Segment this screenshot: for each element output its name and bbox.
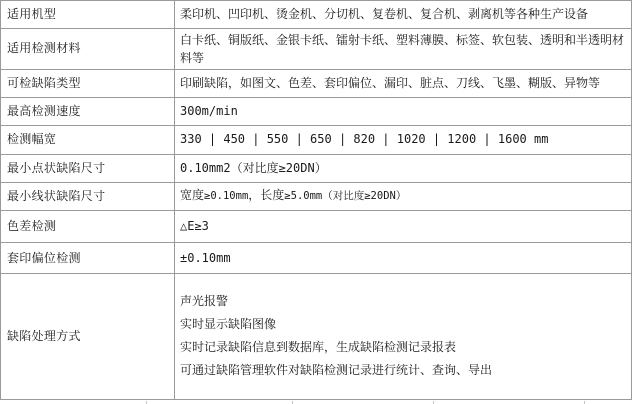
value-part: ，长度 bbox=[248, 188, 285, 203]
table-row bbox=[1, 97, 632, 125]
row-label: 最小线状缺陷尺寸 bbox=[1, 182, 175, 210]
row-value: 白卡纸、铜版纸、金银卡纸、镭射卡纸、塑料薄膜、标签、软包装、透明和半透明材料等 bbox=[175, 29, 632, 69]
row-label: 套印偏位检测 bbox=[1, 243, 175, 273]
row-label: 适用机型 bbox=[1, 1, 175, 29]
value-line: 实时显示缺陷图像 bbox=[180, 317, 277, 332]
table-row bbox=[1, 182, 632, 210]
row-label: 检测幅宽 bbox=[1, 126, 175, 154]
row-value: ±0.10mm bbox=[175, 243, 632, 273]
table-row bbox=[1, 126, 632, 154]
table-row bbox=[1, 273, 632, 399]
row-label: 可检缺陷类型 bbox=[1, 69, 175, 97]
table-row bbox=[1, 211, 632, 243]
value-line: 可通过缺陷管理软件对缺陷检测记录进行统计、查询、导出 bbox=[180, 363, 493, 378]
row-value: 柔印机、凹印机、烫金机、分切机、复卷机、复合机、剥离机等各种生产设备 bbox=[175, 1, 632, 29]
row-label: 适用检测材料 bbox=[1, 29, 175, 69]
table-row bbox=[1, 1, 632, 29]
value-part: ≥5.0mm（对比度≥20DN） bbox=[284, 190, 407, 203]
value-part: ≥0.10mm bbox=[204, 190, 249, 203]
row-label: 最高检测速度 bbox=[1, 97, 175, 125]
row-value: 0.10mm2（对比度≥20DN） bbox=[175, 154, 632, 182]
row-value bbox=[175, 273, 632, 399]
table-row bbox=[1, 243, 632, 273]
row-value bbox=[175, 182, 632, 210]
row-value: 300m/min bbox=[175, 97, 632, 125]
row-label: 最小点状缺陷尺寸 bbox=[1, 154, 175, 182]
row-value: △E≥3 bbox=[175, 211, 632, 243]
row-label: 色差检测 bbox=[1, 211, 175, 243]
value-line: 实时记录缺陷信息到数据库，生成缺陷检测记录报表 bbox=[180, 340, 457, 355]
row-label: 缺陷处理方式 bbox=[1, 273, 175, 399]
table-row bbox=[1, 29, 632, 69]
value-part: 宽度 bbox=[180, 188, 205, 203]
table-row bbox=[1, 69, 632, 97]
row-value: 印刷缺陷，如图文、色差、套印偏位、漏印、脏点、刀线、飞墨、糊版、异物等 bbox=[175, 69, 632, 97]
row-value: 330 | 450 | 550 | 650 | 820 | 1020 | 1200 | 1600 mm bbox=[175, 126, 632, 154]
value-line: 声光报警 bbox=[180, 294, 229, 309]
table-row bbox=[1, 154, 632, 182]
